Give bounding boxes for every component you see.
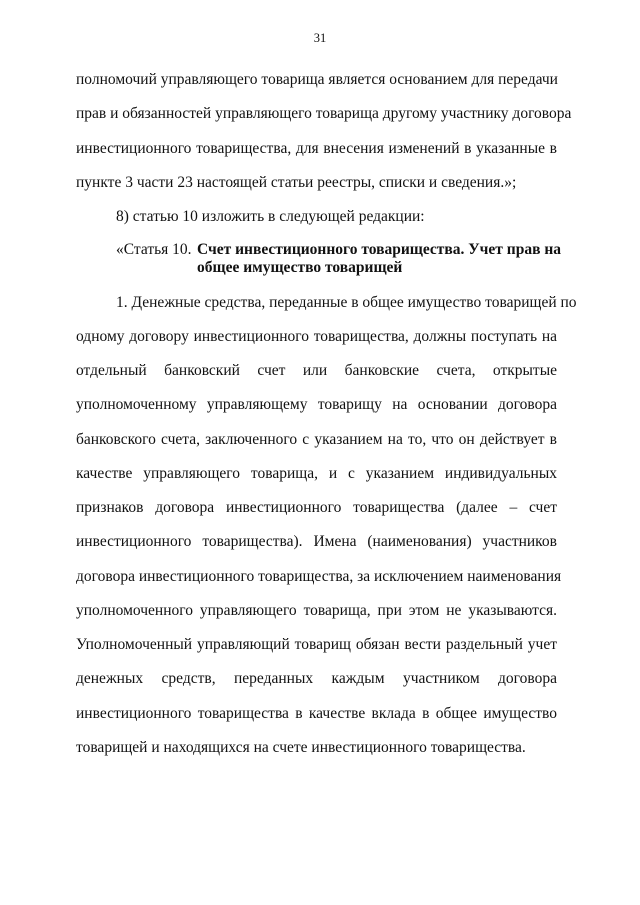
article-title-line: общее имущество товарищей (197, 259, 403, 276)
text-line: инвестиционного товарищества, для внесения изменений в указанные в (76, 140, 557, 157)
text-line: качестве управляющего товарища, и с указанием индивидуальных (76, 465, 557, 482)
text-line: прав и обязанностей управляющего товарища другому участнику договора (76, 105, 572, 122)
text-line: денежных средств, переданных каждым участником договора (76, 670, 557, 687)
text-line: пункте 3 части 23 настоящей статьи реестры, списки и сведения.»; (76, 174, 517, 191)
text-line: банковского счета, заключенного с указанием на то, что он действует в (76, 431, 557, 448)
text-line: инвестиционного товарищества в качестве вклада в общее имущество (76, 705, 557, 722)
text-line: инвестиционного товарищества). Имена (наименования) участников (76, 533, 557, 550)
text-line: одному договору инвестиционного товарищества, должны поступать на (76, 328, 557, 345)
text-line: полномочий управляющего товарища является основанием для передачи (76, 71, 558, 88)
text-line: признаков договора инвестиционного товарищества (далее – счет (76, 499, 557, 516)
article-title-line: Счет инвестиционного товарищества. Учет прав на (197, 241, 562, 258)
text-line: уполномоченного управляющего товарища, при этом не указываются. (76, 602, 557, 619)
page-number: 31 (313, 31, 327, 45)
text-line: договора инвестиционного товарищества, за исключением наименования (76, 568, 562, 585)
text-line: уполномоченному управляющему товарищу на основании договора (76, 396, 557, 413)
article-number: «Статья 10. (116, 241, 192, 258)
text-line: Уполномоченный управляющий товарищ обязан вести раздельный учет (76, 636, 557, 653)
text-line: товарищей и находящихся на счете инвестиционного товарищества. (76, 739, 526, 756)
text-line: отдельный банковский счет или банковские счета, открытые (76, 362, 557, 379)
amendment-item-8: 8) статью 10 изложить в следующей редакции: (116, 208, 425, 225)
text-line: 1. Денежные средства, переданные в общее имущество товарищей по (116, 294, 577, 311)
